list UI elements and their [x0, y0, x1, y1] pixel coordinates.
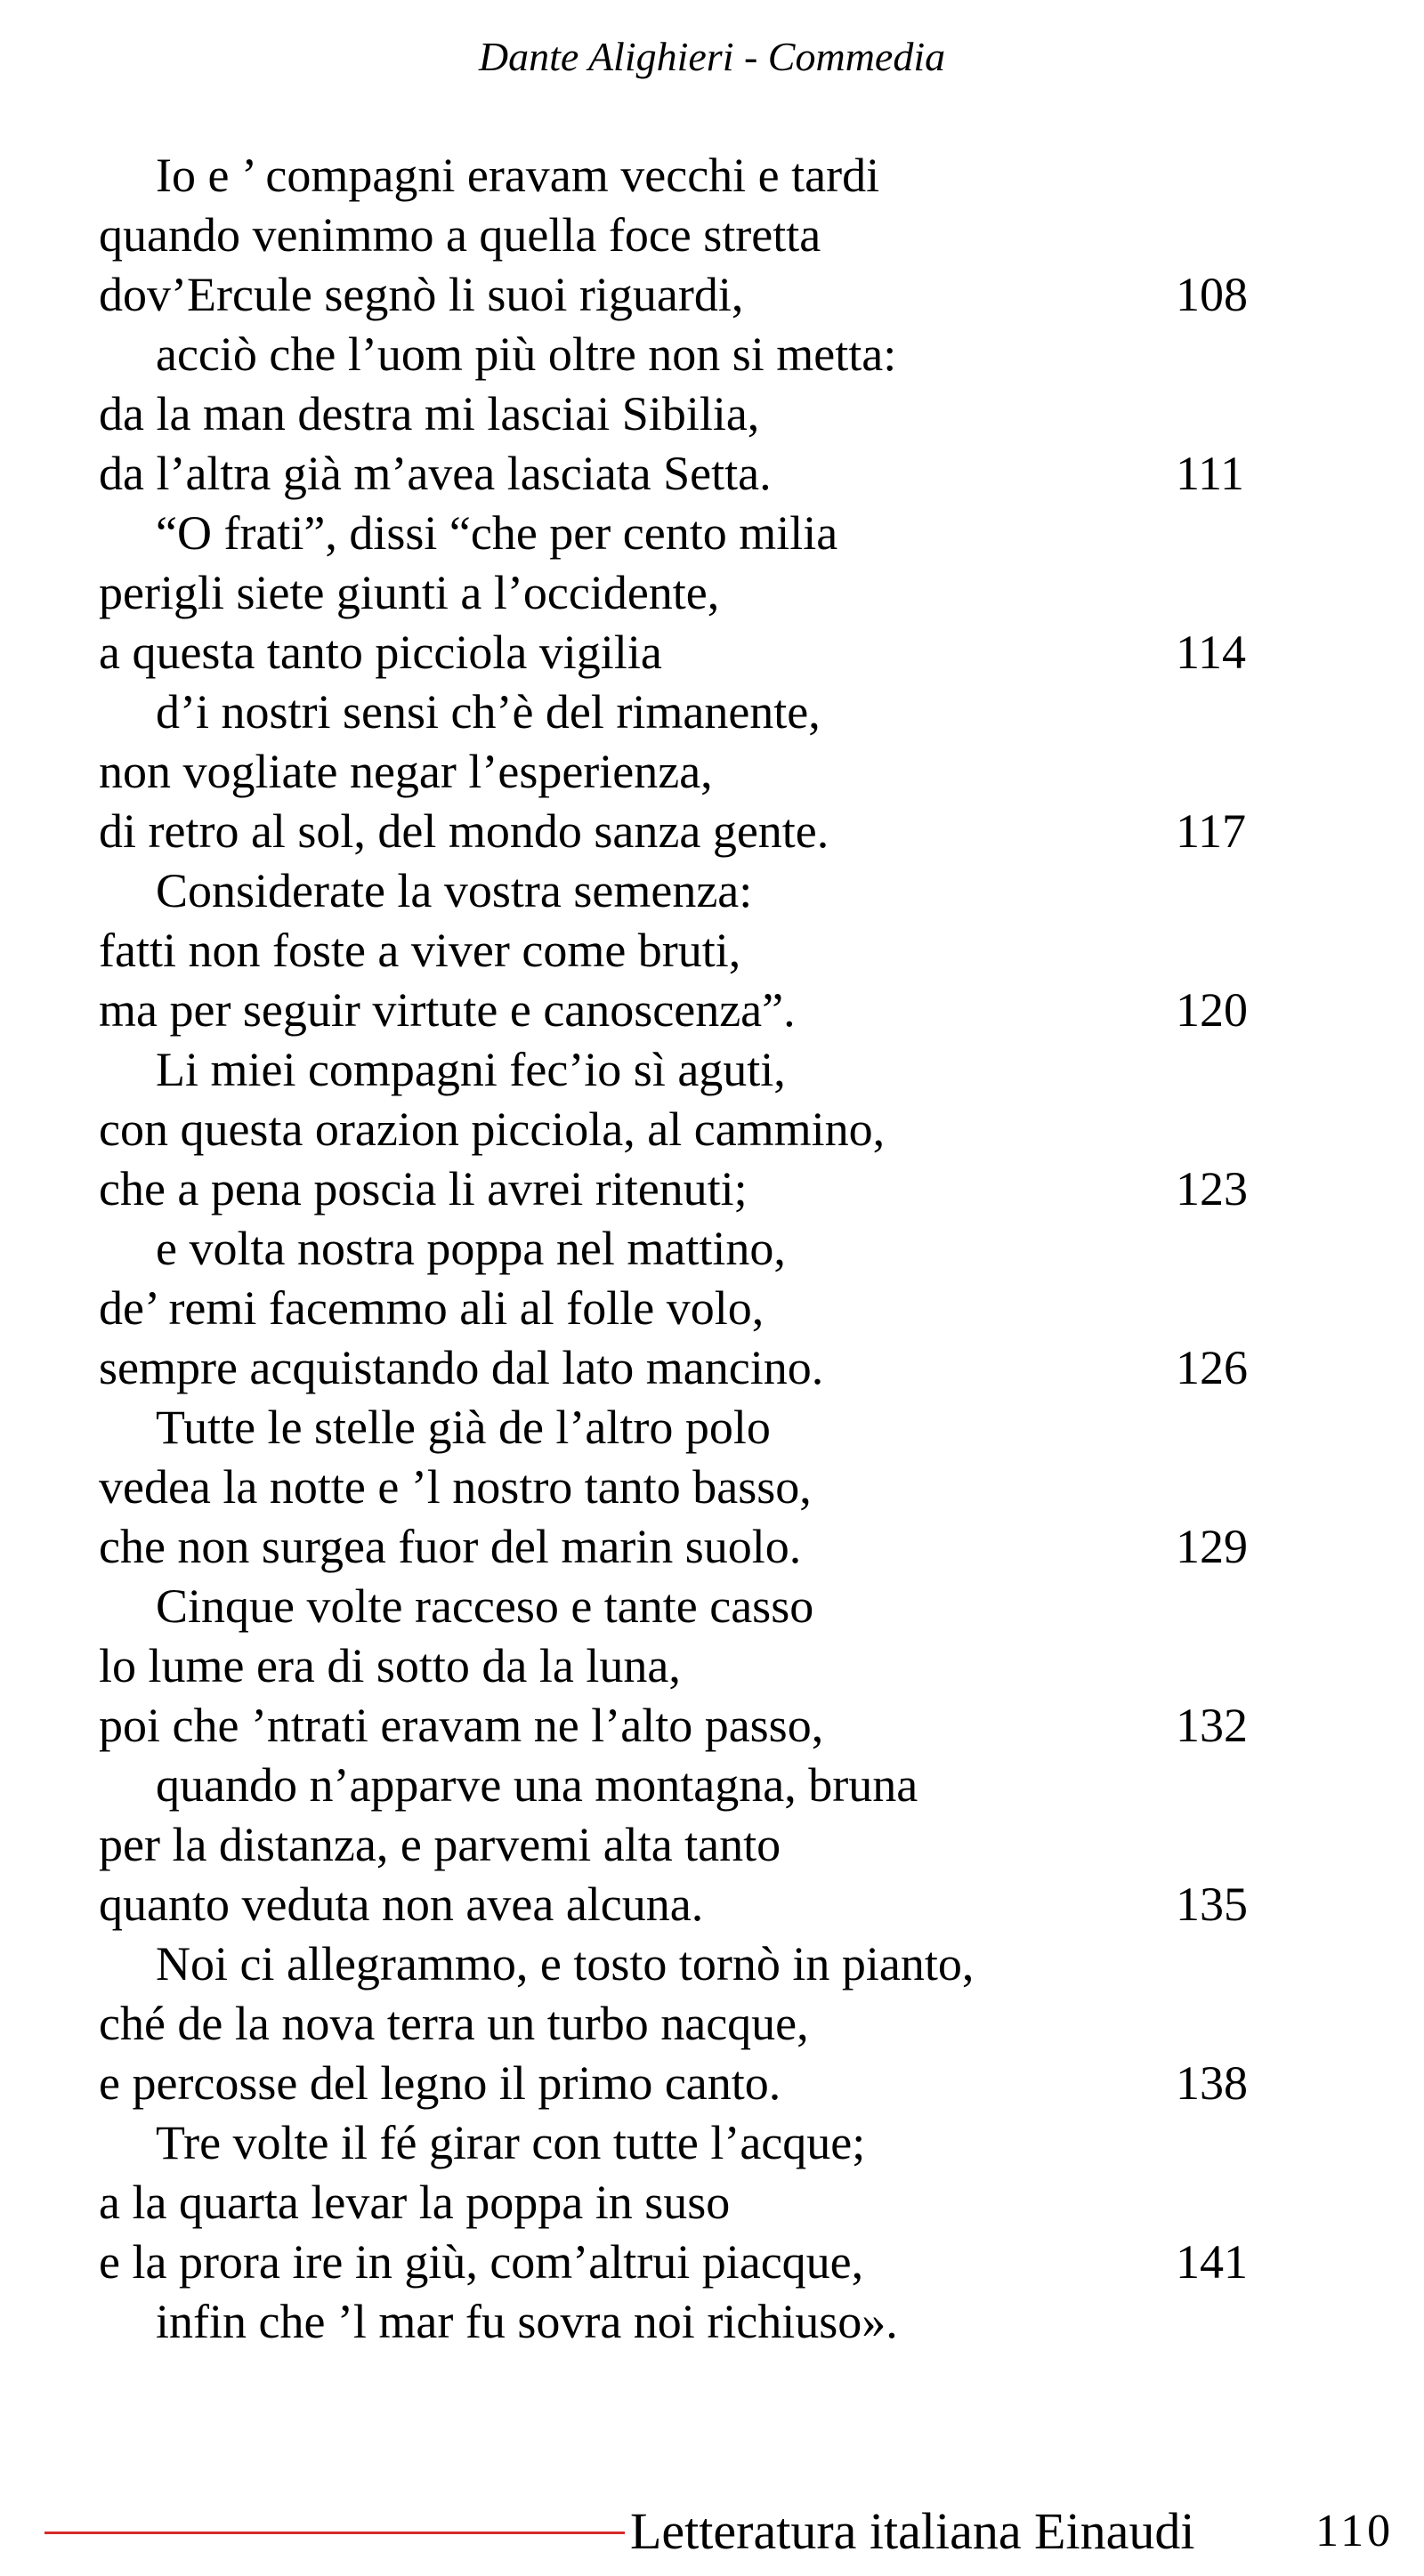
verse-text: vedea la notte e ’l nostro tanto basso,	[99, 1460, 812, 1514]
verse-line	[99, 2292, 1256, 2352]
verse-line	[99, 742, 1256, 802]
verse-text: a questa tanto picciola vigilia	[99, 626, 662, 679]
verse-text: di retro al sol, del mondo sanza gente.	[99, 804, 829, 858]
verse-text: Io e ’ compagni eravam vecchi e tardi	[156, 149, 880, 202]
verse-number: 114	[1176, 626, 1246, 679]
verse-text: e la prora ire in giù, com’altrui piacque,	[99, 2235, 864, 2289]
verse-line	[99, 2113, 1256, 2173]
verse-number: 132	[1176, 1699, 1248, 1752]
verse-text: perigli siete giunti a l’occidente,	[99, 566, 720, 619]
verse-text: de’ remi facemmo ali al folle volo,	[99, 1281, 765, 1335]
verse-text: Tre volte il fé girar con tutte l’acque;	[156, 2116, 866, 2169]
verse-number: 135	[1176, 1877, 1248, 1931]
verse-text: con questa orazion picciola, al cammino,	[99, 1102, 886, 1156]
verse-line	[99, 682, 1256, 742]
verse-line	[99, 1279, 1256, 1338]
verse-text: Considerate la vostra semenza:	[156, 864, 753, 917]
verse-text: lo lume era di sotto da la luna,	[99, 1639, 681, 1692]
verse-text: fatti non foste a viver come bruti,	[99, 924, 741, 977]
verse-line	[99, 623, 1256, 682]
verse-text: quando venimmo a quella foce stretta	[99, 208, 821, 262]
verse-text: Cinque volte racceso e tante casso	[156, 1579, 814, 1633]
verse-line	[99, 1040, 1256, 1100]
verse-text: d’i nostri sensi ch’è del rimanente,	[156, 685, 821, 739]
page-number: 110	[1315, 2506, 1395, 2556]
verse-text: Tutte le stelle già de l’altro polo	[156, 1401, 771, 1454]
verse-text: per la distanza, e parvemi alta tanto	[99, 1818, 781, 1871]
verse-line	[99, 1458, 1256, 1517]
verse-number: 117	[1176, 804, 1246, 858]
verse-line	[99, 1100, 1256, 1159]
verse-text: che non surgea fuor del marin suolo.	[99, 1520, 802, 1573]
verse-number: 126	[1176, 1341, 1248, 1394]
verse-number: 111	[1176, 447, 1244, 500]
verse-line	[99, 2054, 1256, 2113]
verse-line	[99, 1815, 1256, 1875]
verse-text: dov’Ercule segnò li suoi riguardi,	[99, 268, 744, 321]
verse-line	[99, 921, 1256, 981]
verse-text: Li miei compagni fec’io sì aguti,	[156, 1043, 786, 1096]
verse-text: quanto veduta non avea alcuna.	[99, 1877, 704, 1931]
verse-number: 108	[1176, 268, 1248, 321]
verse-line	[99, 1756, 1256, 1815]
verse-text: non vogliate negar l’esperienza,	[99, 745, 713, 798]
verse-text: a la quarta levar la poppa in suso	[99, 2176, 731, 2229]
verse-text: quando n’apparve una montagna, bruna	[156, 1758, 918, 1812]
verse-text: ché de la nova terra un turbo nacque,	[99, 1997, 809, 2050]
verse-text: e volta nostra poppa nel mattino,	[156, 1222, 786, 1275]
page-footer	[0, 2491, 1424, 2563]
verse-number: 123	[1176, 1162, 1248, 1215]
verse-line	[99, 1636, 1256, 1696]
running-head-title: Dante Alighieri - Commedia	[478, 34, 946, 79]
verse-number: 120	[1176, 983, 1248, 1037]
verse-line	[99, 1994, 1256, 2054]
verse-line	[99, 1577, 1256, 1636]
verse-text: sempre acquistando dal lato mancino.	[99, 1341, 824, 1394]
verse-text: che a pena poscia li avrei ritenuti;	[99, 1162, 748, 1215]
verse-line	[99, 802, 1256, 861]
verse-text: ma per seguir virtute e canoscenza”.	[99, 983, 796, 1037]
verse-number: 138	[1176, 2056, 1248, 2110]
verse-line	[99, 1338, 1256, 1398]
poem-text	[99, 146, 1256, 2352]
verse-line	[99, 444, 1256, 504]
verse-text: e percosse del legno il primo canto.	[99, 2056, 781, 2110]
verse-text: da la man destra mi lasciai Sibilia,	[99, 387, 760, 440]
verse-text: poi che ’ntrati eravam ne l’alto passo,	[99, 1699, 824, 1752]
verse-text: “O frati”, dissi “che per cento milia	[156, 506, 838, 560]
verse-line	[99, 1159, 1256, 1219]
verse-line	[99, 206, 1256, 265]
verse-text: Noi ci allegrammo, e tosto tornò in pianto,	[156, 1937, 975, 1991]
verse-line	[99, 2173, 1256, 2233]
verse-line	[99, 563, 1256, 623]
verse-text: da l’altra già m’avea lasciata Setta.	[99, 447, 772, 500]
verse-line	[99, 1398, 1256, 1458]
verse-line	[99, 1934, 1256, 1994]
verse-line	[99, 1517, 1256, 1577]
verse-line	[99, 384, 1256, 444]
verse-text: acciò che l’uom più oltre non si metta:	[156, 327, 897, 381]
verse-number: 141	[1176, 2235, 1248, 2289]
verse-line	[99, 981, 1256, 1040]
verse-number: 129	[1176, 1520, 1248, 1573]
verse-line	[99, 1219, 1256, 1279]
verse-line	[99, 146, 1256, 206]
verse-line	[99, 325, 1256, 384]
verse-text: infin che ’l mar fu sovra noi richiuso».	[156, 2295, 898, 2348]
verse-line	[99, 265, 1256, 325]
verse-line	[99, 2233, 1256, 2292]
footer-rule	[44, 2532, 625, 2534]
publisher-title: Letteratura italiana Einaudi	[630, 2502, 1195, 2560]
verse-line	[99, 1696, 1256, 1756]
verse-line	[99, 504, 1256, 563]
verse-line	[99, 1875, 1256, 1934]
verse-line	[99, 861, 1256, 921]
